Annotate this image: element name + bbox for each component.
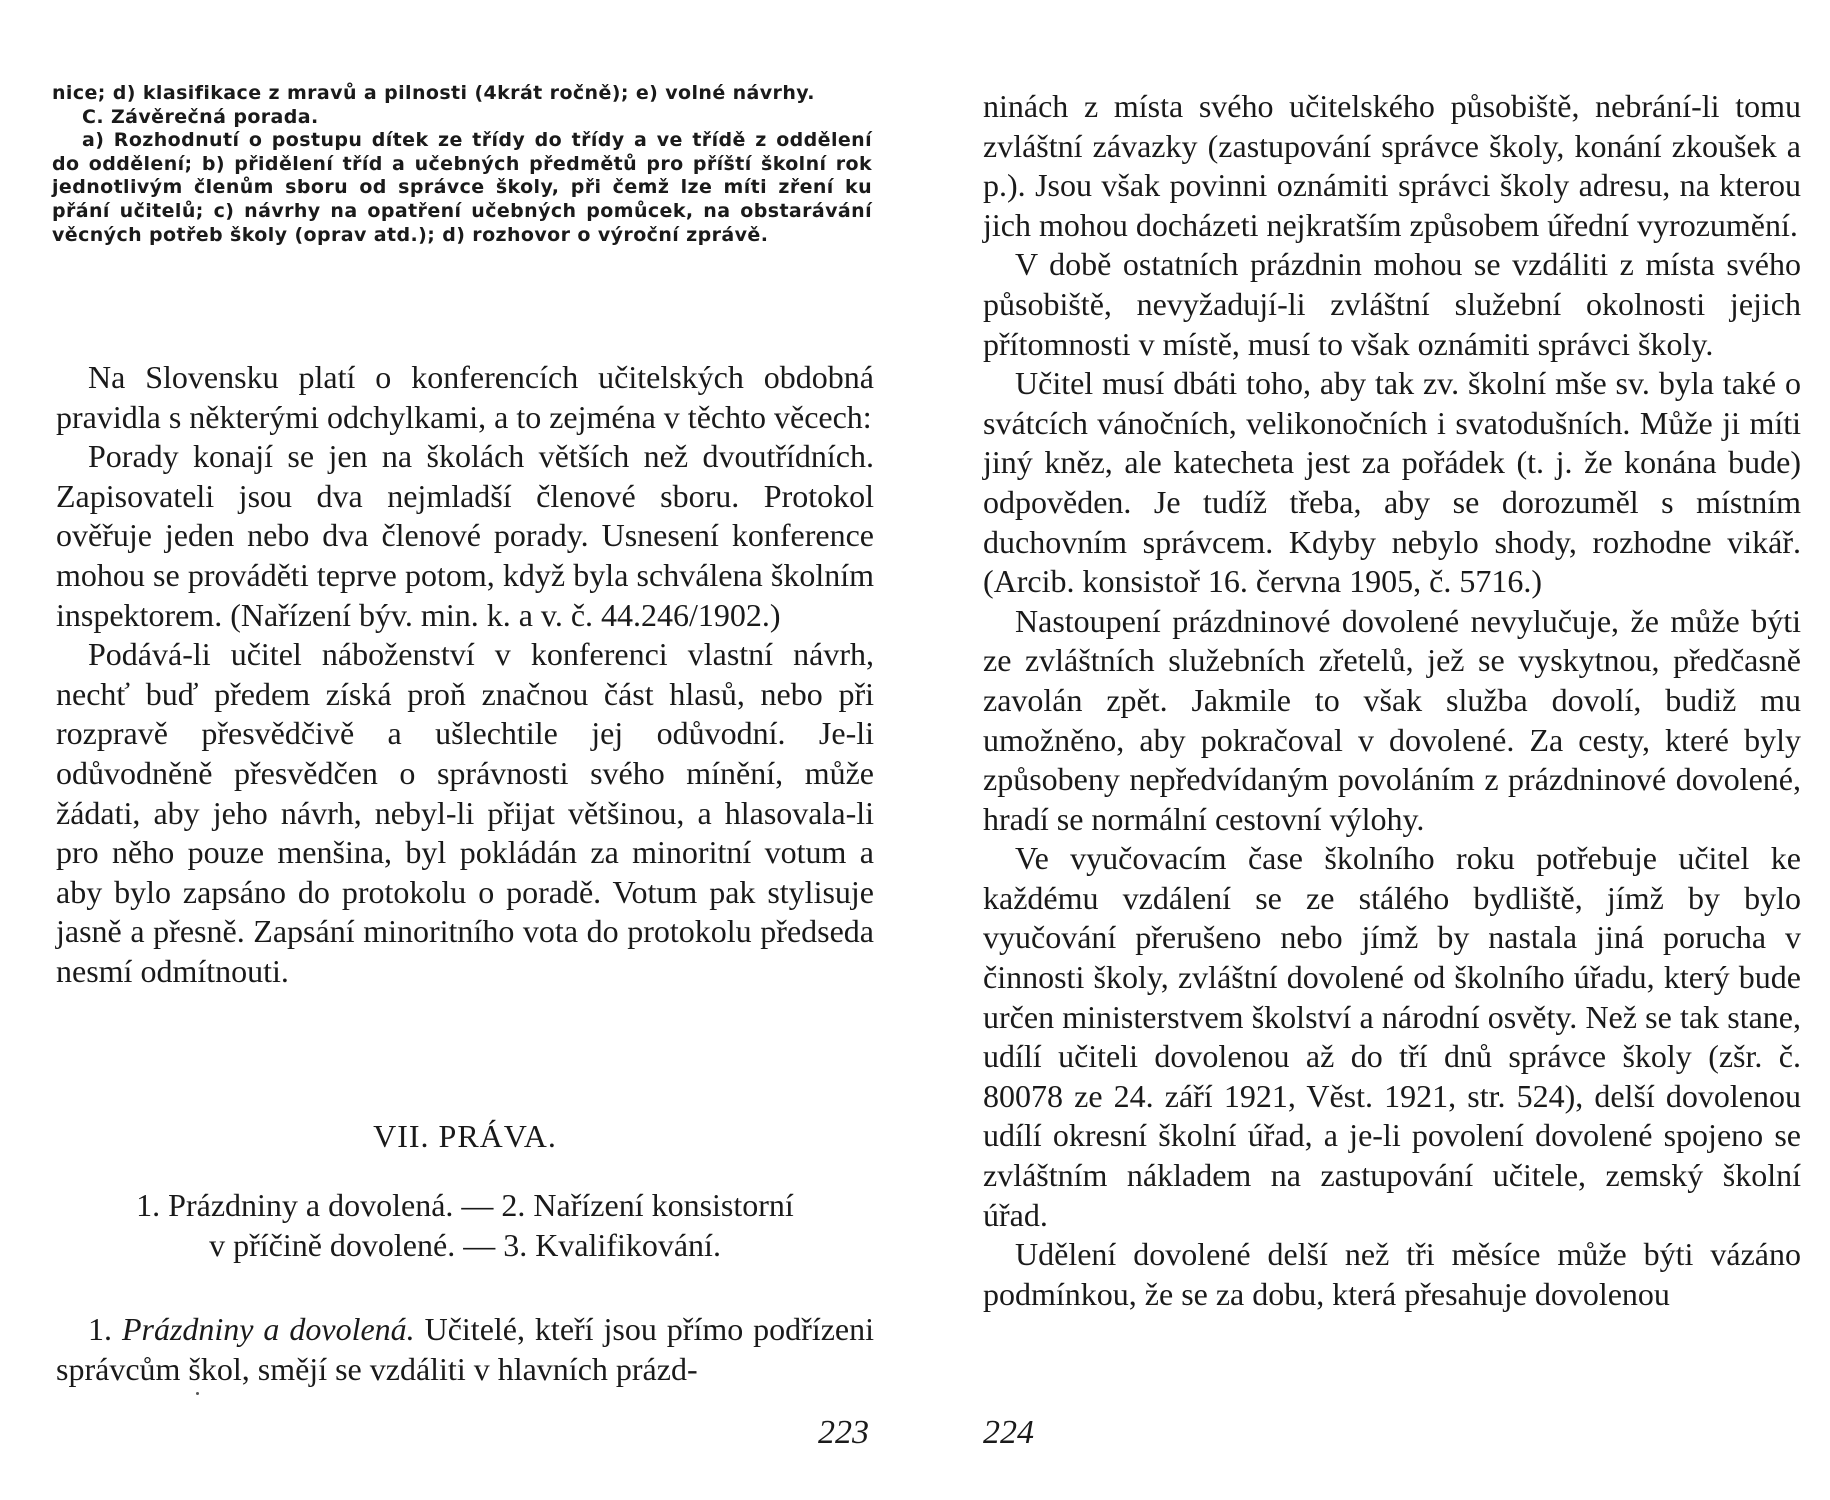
section-subtitle-line: v příčině dovolené. — 3. Kvalifikování. <box>209 1227 721 1263</box>
small-print-line: nice; d) klasifikace z mravů a pilnosti (4krát ročně); e) volné návrhy. <box>52 82 815 104</box>
page-number: 223 <box>818 1414 869 1451</box>
paragraph: Porady konají se jen na školách větších než dvoutřídních. Zapisovateli jsou dva nejmladší členové sboru. Protokol ověřuje jeden nebo dva členové porady. Usnesení konference mohou se prováděti teprve potom, když byla schválena školním inspektorem. (Nařízení býv. min. k. a v. č. 44.246/1902.) <box>56 438 874 633</box>
left-last-paragraph <box>56 1310 874 1389</box>
paragraph-text: Učitelé, kteří jsou přímo podřízeni správcům škol, smějí se vzdáliti v hlavních prázd- <box>56 1311 874 1387</box>
print-speck <box>196 1392 199 1395</box>
paragraph: Udělení dovolené delší než tři měsíce může býti vázáno podmínkou, že se za dobu, která přesahuje dovolenou <box>983 1236 1801 1312</box>
paragraph: ninách z místa svého učitelského působiště, nebrání-li tomu zvláštní závazky (zastupování správce školy, konání zkoušek a p.). Jsou však povinni oznámiti správci školy adresu, na kterou jich mohou docházeti nejkratším způsobem úřední vyrozumění. <box>983 88 1801 243</box>
section-subtitle <box>56 1185 874 1265</box>
paragraph: Ve vyučovacím čase školního roku potřebuje učitel ke každému vzdálení se ze stálého bydliště, jímž by bylo vyučování přerušeno nebo jímž by nastala jiná porucha v činnosti školy, zvláštní dovolené od školního úřadu, který bude určen ministerstvem školství a národní osvěty. Než se tak stane, udílí učiteli dovolenou až do tří dnů správce školy (zšr. č. 80078 ze 24. září 1921, Věst. 1921, str. 524), delší dovolenou udílí okresní školní úřad, a je-li povolení dovolené spojeno se zvláštním nákladem na zastupování učitele, zemský školní úřad. <box>983 840 1801 1233</box>
paragraph: Podává-li učitel náboženství v konferenci vlastní návrh, nechť buď předem získá proň značnou část hlasů, nebo při rozpravě přesvědčivě a ušlechtile jej odůvodní. Je-li odůvodněně přesvědčen o správnosti svého mínění, může žádati, aby jeho návrh, nebyl-li přijat většinou, a hlasovala-li pro něho pouze menšina, byl pokládán za minoritní votum a aby bylo zapsáno do protokolu o poradě. Votum pak stylisuje jasně a přesně. Zapsání minoritního vota do protokolu předseda nesmí odmítnouti. <box>56 636 874 989</box>
paragraph: Na Slovensku platí o konferencích učitelských obdobná pravidla s některými odchylkami, a to zejména v těchto věcech: <box>56 359 874 435</box>
paragraph-number: 1. <box>88 1311 122 1347</box>
page-number: 224 <box>983 1414 1034 1451</box>
small-print-block <box>52 82 872 247</box>
paragraph: Učitel musí dbáti toho, aby tak zv. školní mše sv. byla také o svátcích vánočních, velikonočních i svatodušních. Může ji míti jiný kněz, ale katecheta jest za pořádek (t. j. že konána bude) odpověden. Je tudíž třeba, aby se dorozuměl s místním duchovním správcem. Kdyby nebylo shody, rozhodne vikář. (Arcib. konsistoř 16. června 1905, č. 5716.) <box>983 365 1801 600</box>
left-body-text <box>56 358 874 992</box>
right-page <box>915 0 1830 1500</box>
small-print-subheading: C. Závěrečná porada. <box>82 105 319 128</box>
paragraph: Nastoupení prázdninové dovolené nevylučuje, že může býti ze zvláštních služebních zřetelů, jež se vyskytnou, předčasně zavolán zpět. Jakmile to však služba dovolí, budiž mu umožněno, aby pokračoval v dovolené. Za cesty, které byly způsobeny nepředvídaným povoláním z prázdninové dovolené, hradí se normální cestovní výlohy. <box>983 602 1801 837</box>
section-heading: VII. PRÁVA. <box>373 1118 557 1154</box>
paragraph: V době ostatních prázdnin mohou se vzdáliti z místa svého působiště, nevyžadují-li zvláštní služební okolnosti jejich přítomnosti v místě, musí to však oznámiti správci školy. <box>983 246 1801 362</box>
small-print-line: a) Rozhodnutí o postupu dítek ze třídy do třídy a ve třídě z oddělení do oddělení; b) přidělení tříd a učebných předmětů pro příští školní rok jednotlivým členům sboru od správce školy, při čemž lze míti zření ku přání učitelů; c) návrhy na opatření učebných pomůcek, na obstarávání věcných potřeb školy (oprav atd.); d) rozhovor o výroční zprávě. <box>52 129 872 246</box>
section-subtitle-line: 1. Prázdniny a dovolená. — 2. Nařízení konsistorní <box>136 1187 794 1223</box>
right-body-text <box>983 87 1801 1314</box>
paragraph-italic-title: Prázdniny a dovolená. <box>121 1311 415 1347</box>
